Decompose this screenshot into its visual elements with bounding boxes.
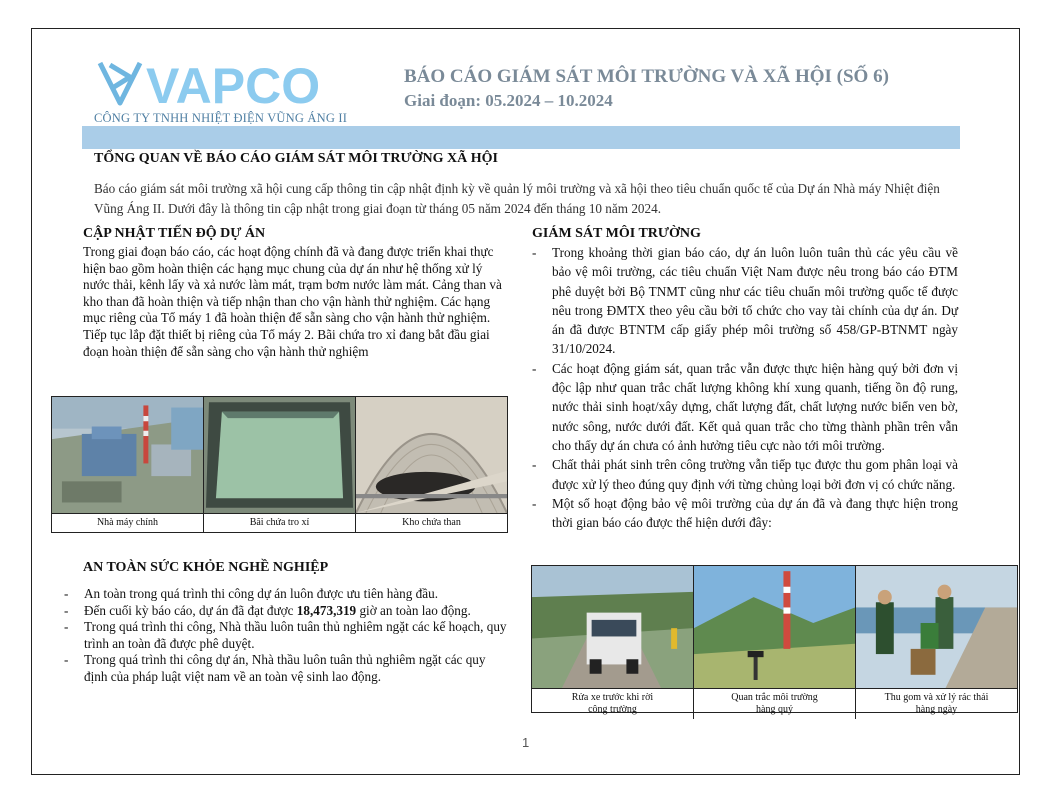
progress-heading: CẬP NHẬT TIẾN ĐỘ DỰ ÁN (83, 226, 266, 241)
photo-truck-wash (532, 566, 694, 688)
progress-text: Trong giai đoạn báo cáo, các hoạt động chính đã và đang được triển khai thực hiện bao gồm hoàn thiện các hạng mục chung của dự án như hệ thống xử lý nước thải, kênh lấy và xả nước làm mát, trạm bơm nước làm mát. Cảng than và kho than đã hoàn thiện và tiếp nhận than cho vận hành thử nghiệm. Các hạng mục riêng của Tổ máy 1 đã hoàn thiện để sẵn sàng cho vận hành thử nghiệm. Tiếp tục lắp đặt thiết bị riêng của Tổ máy 2. Bãi chứa tro xỉ đang bắt đầu giai đoạn hoàn thiện để sẵn sàng cho vận hành thử nghiệm (83, 244, 502, 359)
photo-caption: Bãi chứa tro xỉ (204, 514, 356, 532)
environment-heading: GIÁM SÁT MÔI TRƯỜNG (532, 226, 701, 241)
safety-list (64, 586, 510, 686)
list-item: - Các hoạt động giám sát, quan trắc vẫn được thực hiện hàng quý bởi đơn vị độc lập như quan trắc chất lượng không khí xung quanh, tiếng ồn độ rung, nước thải sinh hoạt/xây dựng, chất lượng đất, chất lượng nước biển ven bờ, nước sông, nước dưới đất. Kết quả quan trắc cho từng thành phần trên vẫn cho thấy dự án chưa có ảnh hưởng tiêu cực nào tới môi trường. (532, 360, 958, 453)
photo-caption: Kho chứa than (402, 517, 461, 528)
list-item: - Trong quá trình thi công dự án, Nhà thầu luôn tuân thủ nghiêm ngặt các quy định của pháp luật việt nam về an toàn vệ sinh lao động. (64, 652, 486, 684)
photo-caption: Rửa xe trước khi rời công trường (532, 689, 694, 719)
photo-coal-storage (356, 397, 507, 513)
page-number: 1 (522, 735, 530, 750)
list-item: - Chất thải phát sinh trên công trường vẫn tiếp tục được thu gom phân loại và được xử lý theo đúng quy định với từng chủng loại bởi đơn vị có chức năng. (532, 457, 958, 492)
safety-heading: AN TOÀN SỨC KHỎE NGHỀ NGHIỆP (83, 560, 329, 575)
photo-waste-collection (856, 566, 1017, 688)
safe-hours-value: 18,473,319 (296, 602, 357, 618)
report-title: BÁO CÁO GIÁM SÁT MÔI TRƯỜNG VÀ XÃ HỘI (SỐ 6) (404, 66, 889, 87)
list-item: - Đến cuối kỳ báo cáo, dự án đã đạt được 18,473,319 giờ an toàn lao động. (64, 602, 471, 618)
list-item: - An toàn trong quá trình thi công dự án luôn được ưu tiên hàng đầu. (64, 586, 439, 601)
photo-main-plant (52, 397, 204, 513)
overview-text: Báo cáo giám sát môi trường xã hội cung cấp thông tin cập nhật định kỳ về quản lý môi trường và xã hội theo tiêu chuẩn quốc tế của Dự án Nhà máy Nhiệt điện Vũng Áng II. Dưới đây là thông tin cập nhật trong giai đoạn từ tháng 05 năm 2024 đến tháng 10 năm 2024. (94, 181, 940, 216)
progress-photo-table (51, 396, 508, 533)
company-name: CÔNG TY TNHH NHIỆT ĐIỆN VŨNG ÁNG II (94, 111, 348, 125)
report-period: Giai đoạn: 05.2024 – 10.2024 (404, 91, 613, 110)
overview-heading: TỔNG QUAN VỀ BÁO CÁO GIÁM SÁT MÔI TRƯỜNG XÃ HỘI (94, 151, 498, 166)
vapco-logo (96, 57, 356, 111)
logo-wordmark: VAPCO (146, 58, 321, 111)
photo-caption: Thu gom và xử lý rác thải hàng ngày (884, 692, 989, 716)
photo-caption: Nhà máy chính (52, 514, 204, 532)
environment-list (532, 243, 958, 532)
list-item: - Trong quá trình thi công, Nhà thầu luôn tuân thủ nghiêm ngặt các kế hoạch, quy trình an toàn đã được phê duyệt. (64, 619, 507, 651)
header-divider-bar (82, 126, 960, 149)
list-item: - Trong khoảng thời gian báo cáo, dự án luôn luôn tuân thủ các yêu cầu về bảo vệ môi trường, các tiêu chuẩn Việt Nam được nêu trong báo cáo ĐTM phê duyệt bởi Bộ TNMT cũng như các tiêu chuẩn môi trường quốc tế được nêu trong ĐMTX theo yêu cầu bởi tổ chức cho vay tài chính của dự án. Dự án đã được BTNTM cấp giấy phép môi trường số 458/GP-BTNMT ngày 31/10/2024. (532, 245, 958, 357)
photo-ash-pond (204, 397, 356, 513)
photo-environment-monitoring (694, 566, 856, 688)
list-item: - Một số hoạt động bảo vệ môi trường của dự án đã và đang thực hiện trong thời gian báo cáo được thể hiện dưới đây: (532, 495, 958, 531)
photo-caption: Quan trắc môi trường hàng quý (694, 689, 856, 719)
environment-photo-table (531, 565, 1018, 716)
